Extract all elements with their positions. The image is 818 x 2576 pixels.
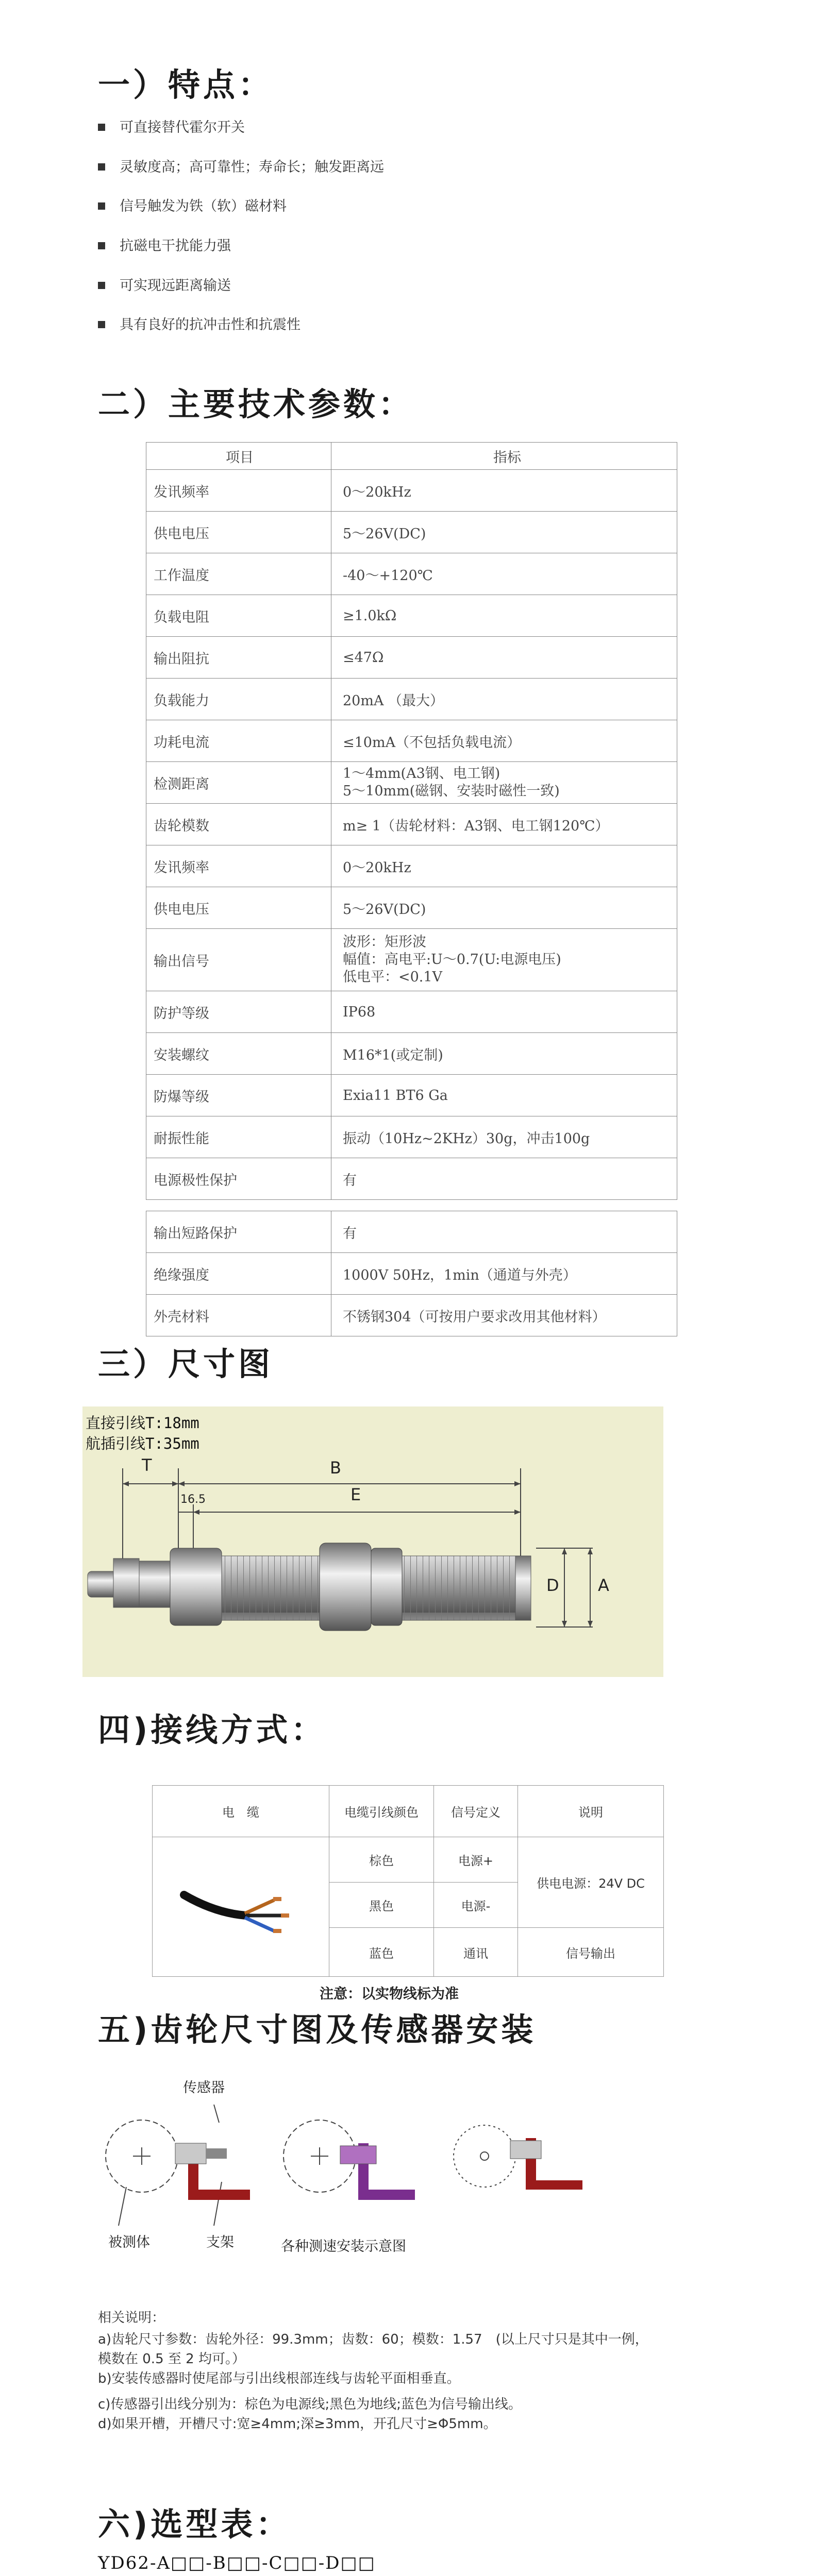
dim-label-a: A [598,1575,609,1595]
table-row: 输出信号 波形：矩形波 幅值：高电平:U～0.7(U:电源电压) 低电平：<0.1V [146,929,677,991]
header-item: 项目 [146,443,331,470]
table-row: 供电电压 5～26V(DC) [146,887,677,929]
feature-item: 抗磁电干扰能力强 [98,234,231,255]
feature-item: 可实现远距离输送 [98,274,231,294]
square-bullet-icon [98,202,105,210]
table-row: 黑色 电源- [153,1883,664,1928]
table-row: 负载电阻 ≥1.0kΩ [146,595,677,637]
square-bullet-icon [98,242,105,249]
dim-label-16-5: 16.5 [180,1493,206,1506]
table-row: 供电电压 5～26V(DC) [146,512,677,553]
label-target: 被测体 [108,2234,150,2250]
section-title-selection: 六)选型表： [98,2505,291,2543]
table-row: 防爆等级 Exia11 BT6 Ga [146,1075,677,1116]
table-row: 棕色 电源+ 供电电源：24V DC [153,1837,664,1883]
section-title-gear: 五)齿轮尺寸图及传感器安装 [98,2011,537,2048]
section-title-parameters: 二）主要技术参数： [98,385,414,423]
lead-length-aviation: 航插引线T:35mm [86,1435,199,1452]
wiring-table [152,1785,664,1977]
square-bullet-icon [98,321,105,328]
table-row: 安装螺纹 M16*1(或定制) [146,1033,677,1075]
feature-item: 可直接替代霍尔开关 [98,116,245,136]
table-row: 发讯频率 0～20kHz [146,845,677,887]
model-code: YD62-A□□-B□□-C□□-D□□ [98,2553,376,2573]
table-row: 蓝色 通讯 信号输出 [153,1928,664,1977]
note-line: a)齿轮尺寸参数：齿轮外径：99.3mm；齿数：60；模数：1.57 (以上尺寸只是其中一例， [98,2332,648,2347]
feature-item: 信号触发为铁（软）磁材料 [98,195,287,215]
square-bullet-icon [98,124,105,131]
parameters-table-continued [146,1211,677,1336]
lead-length-direct: 直接引线T:18mm [86,1414,199,1432]
table-row: 发讯频率 0～20kHz [146,470,677,512]
note-line: c)传感器引出线分别为：棕色为电源线;黑色为地线;蓝色为信号输出线。 [98,2397,522,2412]
table-row: 绝缘强度 1000V 50Hz，1min（通道与外壳） [146,1253,677,1295]
table-row: 齿轮模数 m≥ 1（齿轮材料：A3钢、电工钢120℃） [146,804,677,845]
cable-illustration [153,1837,329,1977]
wiring-note: 注意：以实物线标为准 [320,1986,459,2002]
dim-label-d: D [546,1575,559,1595]
parameters-table [146,442,677,1200]
table-row: 输出阻抗 ≤47Ω [146,637,677,679]
square-bullet-icon [98,282,105,289]
dim-label-b: B [330,1458,341,1478]
header-spec: 指标 [331,443,677,470]
table-row: 输出短路保护 有 [146,1211,677,1253]
section-title-features: 一）特点： [98,66,274,104]
square-bullet-icon [98,163,105,171]
note-line: b)安装传感器时使尾部与引出线根部连线与齿轮平面相垂直。 [98,2371,460,2386]
table-row: 外壳材料 不锈钢304（可按用户要求改用其他材料） [146,1295,677,1336]
table-row: 耐振性能 振动（10Hz~2KHz）30g，冲击100g [146,1116,677,1158]
note-line: 模数在 0.5 至 2 均可。） [98,2351,245,2367]
notes-title: 相关说明： [98,2310,165,2326]
install-caption: 各种测速安装示意图 [281,2239,406,2255]
dim-label-e: E [350,1485,361,1504]
table-row: 防护等级 IP68 [146,991,677,1033]
table-row: 电源极性保护 有 [146,1158,677,1200]
dim-label-t: T [142,1455,152,1475]
sensor-dimension-svg [82,1406,663,1677]
table-row: 功耗电流 ≤10mA（不包括负载电流） [146,720,677,762]
table-row: 工作温度 -40～+120℃ [146,553,677,595]
table-header-row [146,443,677,470]
label-sensor: 传感器 [183,2080,225,2096]
section-title-wiring: 四)接线方式： [98,1711,326,1749]
note-line: d)如果开槽，开槽尺寸:宽≥4mm;深≥3mm，开孔尺寸≥Φ5mm。 [98,2416,497,2432]
feature-item: 灵敏度高；高可靠性；寿命长；触发距离远 [98,156,384,176]
label-bracket: 支架 [206,2234,234,2250]
cable-icon [179,1864,303,1946]
dimension-drawing [82,1406,663,1677]
table-header-row: 电 缆 电缆引线颜色 信号定义 说明 [153,1786,664,1837]
feature-item: 具有良好的抗冲击性和抗震性 [98,313,301,333]
table-row: 负载能力 20mA （最大） [146,679,677,720]
gear-install-diagram [98,2071,593,2262]
table-row: 检测距离 1～4mm(A3钢、电工钢) 5～10mm(磁钢、安装时磁性一致) [146,762,677,804]
section-title-dimensions: 三）尺寸图 [98,1345,274,1383]
